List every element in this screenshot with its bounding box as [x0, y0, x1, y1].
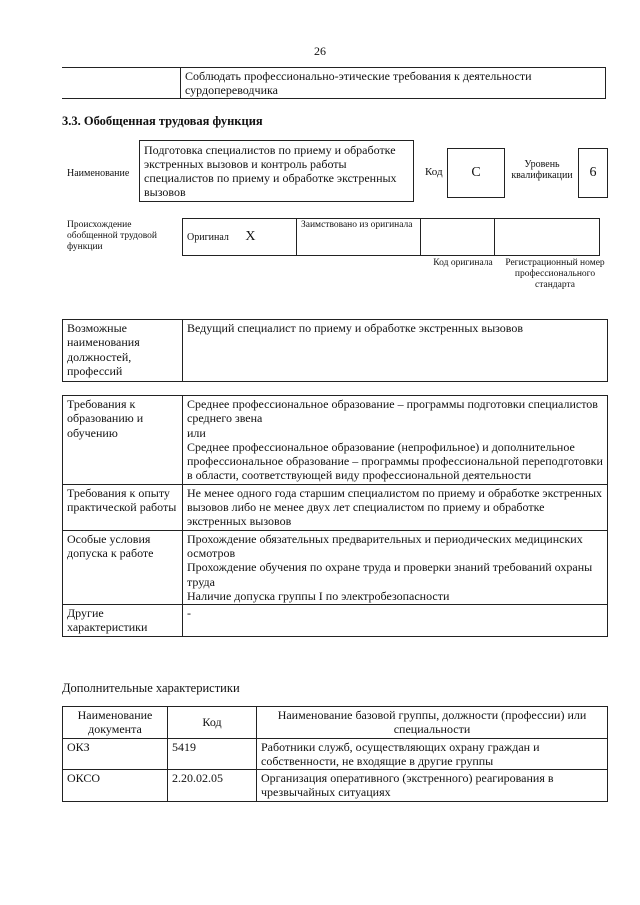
additional-row [63, 770, 608, 802]
requirement-line: или [187, 425, 206, 440]
continuation-text: Соблюдать профессионально-этические требования к деятельности сурдопереводчика [181, 68, 606, 99]
requirement-row [63, 605, 608, 637]
borrowed-cell: Заимствовано из оригинала [297, 219, 421, 256]
origin-code-cell [421, 219, 495, 256]
requirement-line: - [187, 606, 191, 621]
origin-label: Происхождение обобщенной трудовой функции [67, 220, 157, 252]
positions-value: Ведущий специалист по приему и обработке экстренных вызовов [183, 320, 608, 382]
additional-doc: ОКСО [63, 770, 168, 802]
additional-table [62, 706, 608, 802]
requirement-row [63, 530, 608, 604]
page-number: 26 [314, 44, 326, 58]
requirement-row [63, 484, 608, 530]
requirement-label: Другие характеристики [63, 605, 183, 637]
additional-row [63, 738, 608, 770]
additional-name: Работники служб, осуществляющих охрану граждан и собственности, не входящие в другие группы [257, 738, 608, 770]
requirement-line: Наличие допуска группы I по электробезопасности [187, 588, 450, 603]
name-label: Наименование [67, 168, 130, 179]
original-label: Оригинал [187, 232, 229, 243]
requirement-label: Требования к образованию и обучению [63, 396, 183, 485]
requirement-row [63, 396, 608, 485]
level-label: Уровень квалификации [511, 159, 573, 181]
continuation-table [62, 67, 606, 99]
function-name: Подготовка специалистов по приему и обработке экстренных вызовов и контроль работы специалистов по приему и обработке экстренных вызовов [139, 140, 414, 202]
section-title: 3.3. Обобщенная трудовая функция [62, 114, 263, 128]
additional-title: Дополнительные характеристики [62, 681, 240, 695]
additional-header-doc: Наименование документа [63, 707, 168, 739]
origin-table [182, 218, 600, 256]
requirement-line: Среднее профессиональное образование (непрофильное) и дополнительное профессиональное образование – программы профессиональной переподготовки в области, соответствующей виду профессиональной деятельности [187, 439, 603, 483]
requirement-value [183, 530, 608, 604]
additional-code: 2.20.02.05 [168, 770, 257, 802]
original-mark: X [245, 229, 256, 244]
requirements-table [62, 395, 608, 637]
reg-number-cell [495, 219, 600, 256]
positions-table [62, 319, 608, 382]
additional-doc: ОКЗ [63, 738, 168, 770]
requirement-line: Не менее одного года старшим специалистом по приему и обработке экстренных вызовов либо не менее двух лет специалистом по приему и обработке экстренных вызовов [187, 485, 603, 529]
requirement-line: Прохождение обучения по охране труда и проверки знаний требований охраны труда [187, 560, 593, 589]
requirement-label: Требования к опыту практической работы [63, 484, 183, 530]
additional-name: Организация оперативного (экстренного) реагирования в чрезвычайных ситуациях [257, 770, 608, 802]
additional-header-code: Код [168, 707, 257, 739]
code-caption: Код оригинала [433, 258, 493, 268]
requirement-line: Прохождение обязательных предварительных и периодических медицинских осмотров [187, 531, 583, 560]
reg-caption: Регистрационный номер профессионального стандарта [505, 258, 605, 290]
positions-label: Возможные наименования должностей, профессий [63, 320, 183, 382]
requirement-line: Среднее профессиональное образование – программы подготовки специалистов среднего звена [187, 397, 598, 426]
requirement-value [183, 396, 608, 485]
requirement-label: Особые условия допуска к работе [63, 530, 183, 604]
original-cell [183, 219, 297, 256]
additional-header-name: Наименование базовой группы, должности (профессии) или специальности [257, 707, 608, 739]
additional-code: 5419 [168, 738, 257, 770]
qualification-level: 6 [578, 148, 608, 198]
requirement-value [183, 605, 608, 637]
code-label: Код [425, 166, 443, 178]
continuation-empty-cell [62, 68, 181, 99]
function-code: C [447, 148, 505, 198]
requirement-value [183, 484, 608, 530]
